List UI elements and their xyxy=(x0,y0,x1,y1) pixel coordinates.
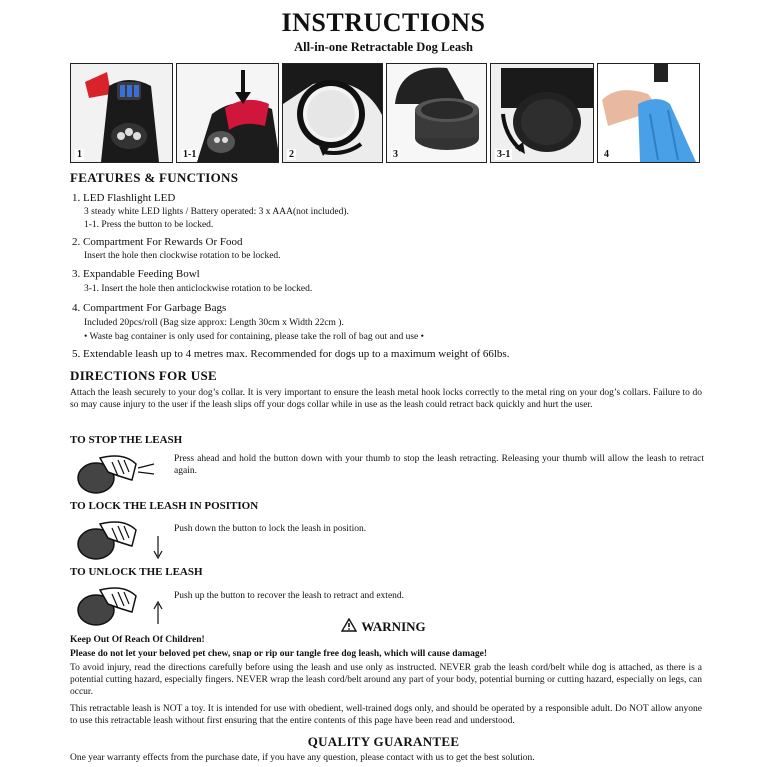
quality-heading: QUALITY GUARANTEE xyxy=(307,734,460,749)
photo-label: 3 xyxy=(393,149,398,160)
feature-line: 3-1. Insert the hole then anticlockwise rotation to be locked. xyxy=(84,284,313,294)
warning-heading: WARNING xyxy=(361,619,426,634)
photo-label: 4 xyxy=(604,149,609,160)
feature-line: Insert the hole then clockwise rotation to be locked. xyxy=(84,251,281,261)
photo-label: 3-1 xyxy=(497,149,511,160)
feature-line: • Waste bag container is only used for containing, please take the roll of bag out and use • xyxy=(84,332,424,342)
warning-paragraph-1: To avoid injury, read the directions carefully before using the leash and use only as instructed. NEVER grab the leash cord/belt while dog is attached, as there is a potential cutting hazard, especially fingers. NEVER wrap the leash cord/belt around any part of your body, potential burning or cutting hazard, especially on legs, can occur. xyxy=(70,663,702,697)
feature-line: 3 steady white LED lights / Battery operated: 3 x AAA(not included). xyxy=(84,207,349,217)
warning-paragraph-2: This retractable leash is NOT a toy. It is intended for use with obedient, well-trained dogs only, and should be operated by a responsible adult. Do NOT allow anyone to use this retractable leash without first ensuring that the entire contents of this page have been read and understood. xyxy=(70,704,702,726)
lock-leash-text: Push down the button to lock the leash in position. xyxy=(174,524,367,534)
hand-push-down-icon xyxy=(74,516,164,562)
features-heading: FEATURES & FUNCTIONS xyxy=(70,170,239,185)
directions-text: Attach the leash securely to your dog’s collar. It is very important to ensure the leash metal hook locks correctly to the metal ring on your dog’s collars. Failure to do so may cause injury to the user if the leash slips off your dogs collar while in use as the leash could retract back quickly and hurt the user. xyxy=(70,388,702,410)
feeding-bowl-photo xyxy=(386,63,487,163)
hand-press-icon xyxy=(74,450,164,496)
warning-heading-row xyxy=(0,618,767,635)
feature-item: 5. Extendable leash up to 4 metres max. Recommended for dogs up to a maximum weight of 66lbs. xyxy=(72,348,510,360)
feature-item: 1. LED Flashlight LED xyxy=(72,192,176,204)
lock-button-photo xyxy=(176,63,279,163)
unlock-leash-text: Push up the button to recover the leash to retract and extend. xyxy=(174,591,405,601)
directions-heading: DIRECTIONS FOR USE xyxy=(70,368,217,383)
page-title: INSTRUCTIONS xyxy=(281,8,486,37)
photo-strip xyxy=(70,63,700,163)
keep-out-text: Keep Out Of Reach Of Children! xyxy=(70,635,205,645)
feature-line: 1-1. Press the button to be locked. xyxy=(84,220,214,230)
feature-item: 4. Compartment For Garbage Bags xyxy=(72,302,227,314)
warning-triangle-icon xyxy=(341,618,357,632)
photo-label: 1-1 xyxy=(183,149,197,160)
feature-item: 3. Expandable Feeding Bowl xyxy=(72,268,200,280)
photo-label: 1 xyxy=(77,149,82,160)
lock-leash-heading: TO LOCK THE LEASH IN POSITION xyxy=(70,500,259,512)
unlock-leash-heading: TO UNLOCK THE LEASH xyxy=(70,566,203,578)
feature-line: Included 20pcs/roll (Bag size approx: Length 30cm x Width 22cm ). xyxy=(84,318,344,328)
rewards-compartment-photo xyxy=(282,63,383,163)
photo-label: 2 xyxy=(289,149,294,160)
quality-text: One year warranty effects from the purchase date, if you have any question, please contact with us to get the best solution. xyxy=(70,753,535,763)
flashlight-photo xyxy=(70,63,173,163)
stop-leash-heading: TO STOP THE LEASH xyxy=(70,434,183,446)
no-chew-text: Please do not let your beloved pet chew, snap or rip our tangle free dog leash, which will cause damage! xyxy=(70,649,488,659)
page-subtitle: All-in-one Retractable Dog Leash xyxy=(294,40,473,54)
bowl-lock-photo xyxy=(490,63,594,163)
feature-item: 2. Compartment For Rewards Or Food xyxy=(72,236,243,248)
garbage-bag-photo xyxy=(597,63,700,163)
stop-leash-text: Press ahead and hold the button down with your thumb to stop the leash retracting. Releasing your thumb will allow the leash to retract again. xyxy=(174,454,704,476)
